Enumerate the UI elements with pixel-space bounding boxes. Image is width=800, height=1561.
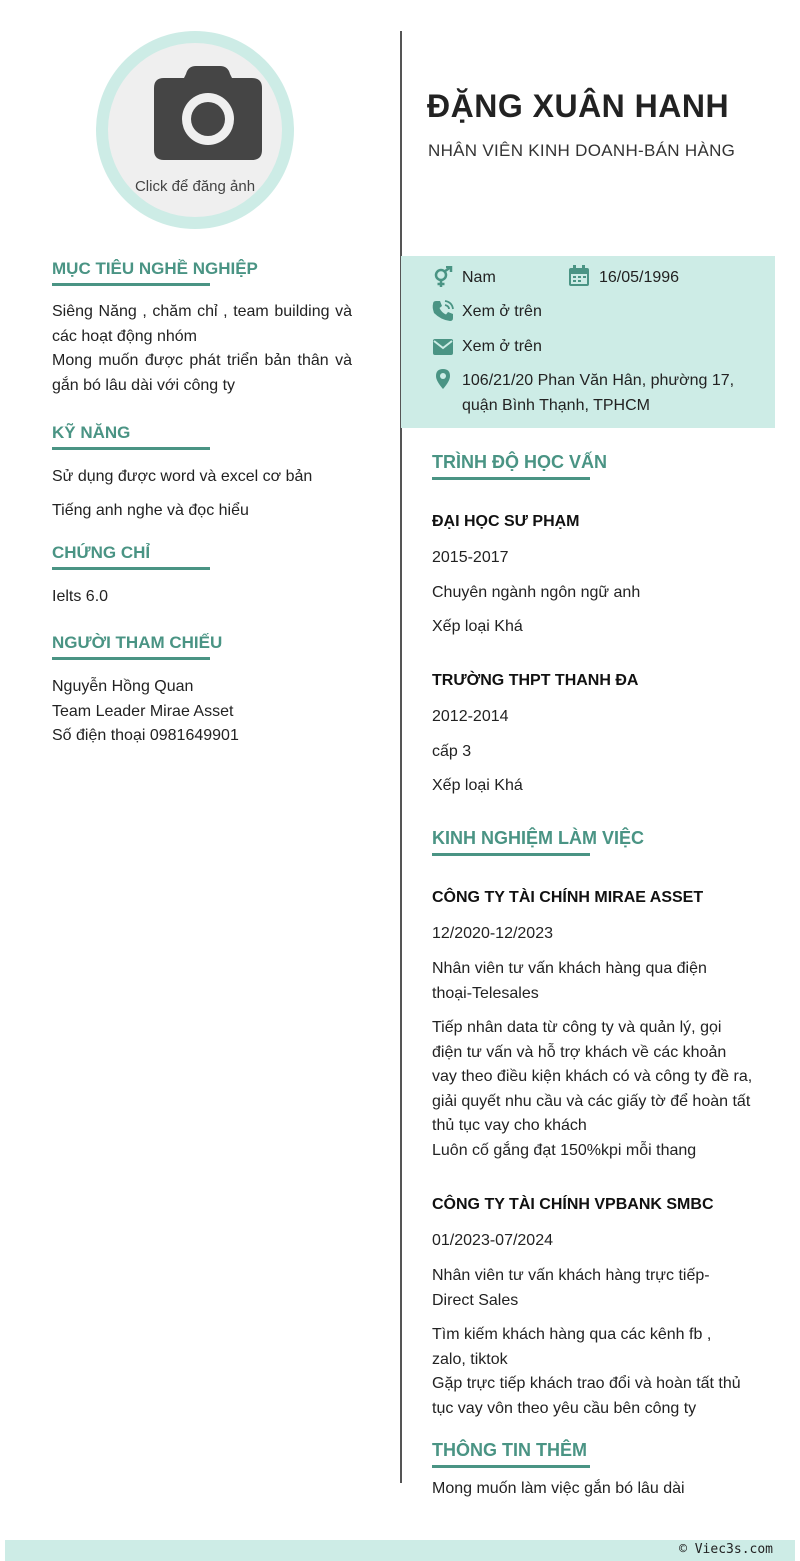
section-underline xyxy=(432,477,590,480)
school-name: ĐẠI HỌC SƯ PHẠM xyxy=(432,513,580,530)
section-title-education: TRÌNH ĐỘ HỌC VẤN xyxy=(432,452,607,472)
section-underline xyxy=(432,1465,590,1468)
section-underline xyxy=(432,853,590,856)
location-icon xyxy=(432,368,454,390)
school-major: Chuyên ngành ngôn ngữ anh xyxy=(432,584,641,601)
candidate-name: ĐẶNG XUÂN HANH xyxy=(427,88,730,124)
objective-line: Siêng Năng , chăm chỉ , team building và các hoạt động nhóm xyxy=(52,303,352,345)
school-name: TRƯỜNG THPT THANH ĐA xyxy=(432,672,639,689)
section-underline xyxy=(52,283,210,286)
skill-item: Sử dụng được word và excel cơ bản xyxy=(52,468,313,485)
footer-bar xyxy=(5,1540,795,1561)
school-grade: Xếp loại Khá xyxy=(432,618,523,635)
school-period: 2012-2014 xyxy=(432,708,509,725)
reference-name: Nguyễn Hồng Quan xyxy=(52,678,194,695)
section-title-experience: KINH NGHIỆM LÀM VIỆC xyxy=(432,828,645,848)
school-major: cấp 3 xyxy=(432,743,472,760)
section-underline xyxy=(52,447,210,450)
section-title-extra-info: THÔNG TIN THÊM xyxy=(432,1440,587,1460)
address-value: 106/21/20 Phan Văn Hân, phường 17, quận Bình Thạnh, TPHCM xyxy=(462,372,735,414)
job-position: Nhân viên tư vấn khách hàng trực tiếp-Direct Sales xyxy=(432,1267,710,1309)
calendar-icon xyxy=(568,265,590,287)
school-grade: Xếp loại Khá xyxy=(432,777,523,794)
job-description: Gặp trực tiếp khách trao đổi và hoàn tất thủ tục vay vôn theo yêu cầu bên công ty xyxy=(432,1375,741,1417)
contact-box xyxy=(401,256,775,428)
job-description: Luôn cố gắng đạt 150%kpi mỗi thang xyxy=(432,1142,697,1159)
reference-phone: Số điện thoại 0981649901 xyxy=(52,727,239,744)
column-divider xyxy=(400,31,402,1483)
footer-credit: © Viec3s.com xyxy=(679,1542,773,1557)
section-title-certificates: CHỨNG CHỈ xyxy=(52,543,151,562)
job-period: 01/2023-07/2024 xyxy=(432,1232,553,1249)
section-underline xyxy=(52,567,210,570)
section-title-references: NGƯỜI THAM CHIẾU xyxy=(52,633,223,652)
company-name: CÔNG TY TÀI CHÍNH MIRAE ASSET xyxy=(432,889,704,906)
extra-info-text: Mong muốn làm việc gắn bó lâu dài xyxy=(432,1480,685,1497)
camera-icon xyxy=(154,66,262,160)
reference-title: Team Leader Mirae Asset xyxy=(52,703,234,720)
email-value: Xem ở trên xyxy=(462,338,542,355)
school-period: 2015-2017 xyxy=(432,549,509,566)
avatar-placeholder[interactable] xyxy=(108,43,282,217)
objective-line: Mong muốn được phát triển bản thân và gắn bó lâu dài với công ty xyxy=(52,352,352,394)
email-icon xyxy=(432,336,454,358)
section-title-objective: MỤC TIÊU NGHỀ NGHIỆP xyxy=(52,259,258,278)
section-underline xyxy=(52,657,210,660)
candidate-role: NHÂN VIÊN KINH DOANH-BÁN HÀNG xyxy=(428,141,736,160)
job-period: 12/2020-12/2023 xyxy=(432,925,553,942)
job-description: Tìm kiếm khách hàng qua các kênh fb , zalo, tiktok xyxy=(432,1326,712,1368)
avatar-caption: Click để đăng ảnh xyxy=(134,178,256,195)
dob-value: 16/05/1996 xyxy=(599,269,680,286)
certificate-item: Ielts 6.0 xyxy=(52,588,109,605)
phone-value: Xem ở trên xyxy=(462,303,542,320)
job-position: Nhân viên tư vấn khách hàng qua điện thoại-Telesales xyxy=(432,960,707,1002)
skill-item: Tiếng anh nghe và đọc hiểu xyxy=(52,502,249,519)
company-name: CÔNG TY TÀI CHÍNH VPBANK SMBC xyxy=(432,1196,714,1213)
gender-icon xyxy=(432,266,454,288)
job-description: Tiếp nhân data từ công ty và quản lý, gọi điện tư vấn và hỗ trợ khách về các khoản vay theo điều kiện khách có và công ty đề ra, giải quyết nhu cầu và các giấy tờ để hoàn tất thủ tục vay cho khách xyxy=(432,1019,753,1134)
gender-value: Nam xyxy=(462,269,496,286)
section-title-skills: KỸ NĂNG xyxy=(52,423,131,442)
avatar-upload[interactable] xyxy=(96,31,294,229)
phone-icon xyxy=(432,300,454,322)
